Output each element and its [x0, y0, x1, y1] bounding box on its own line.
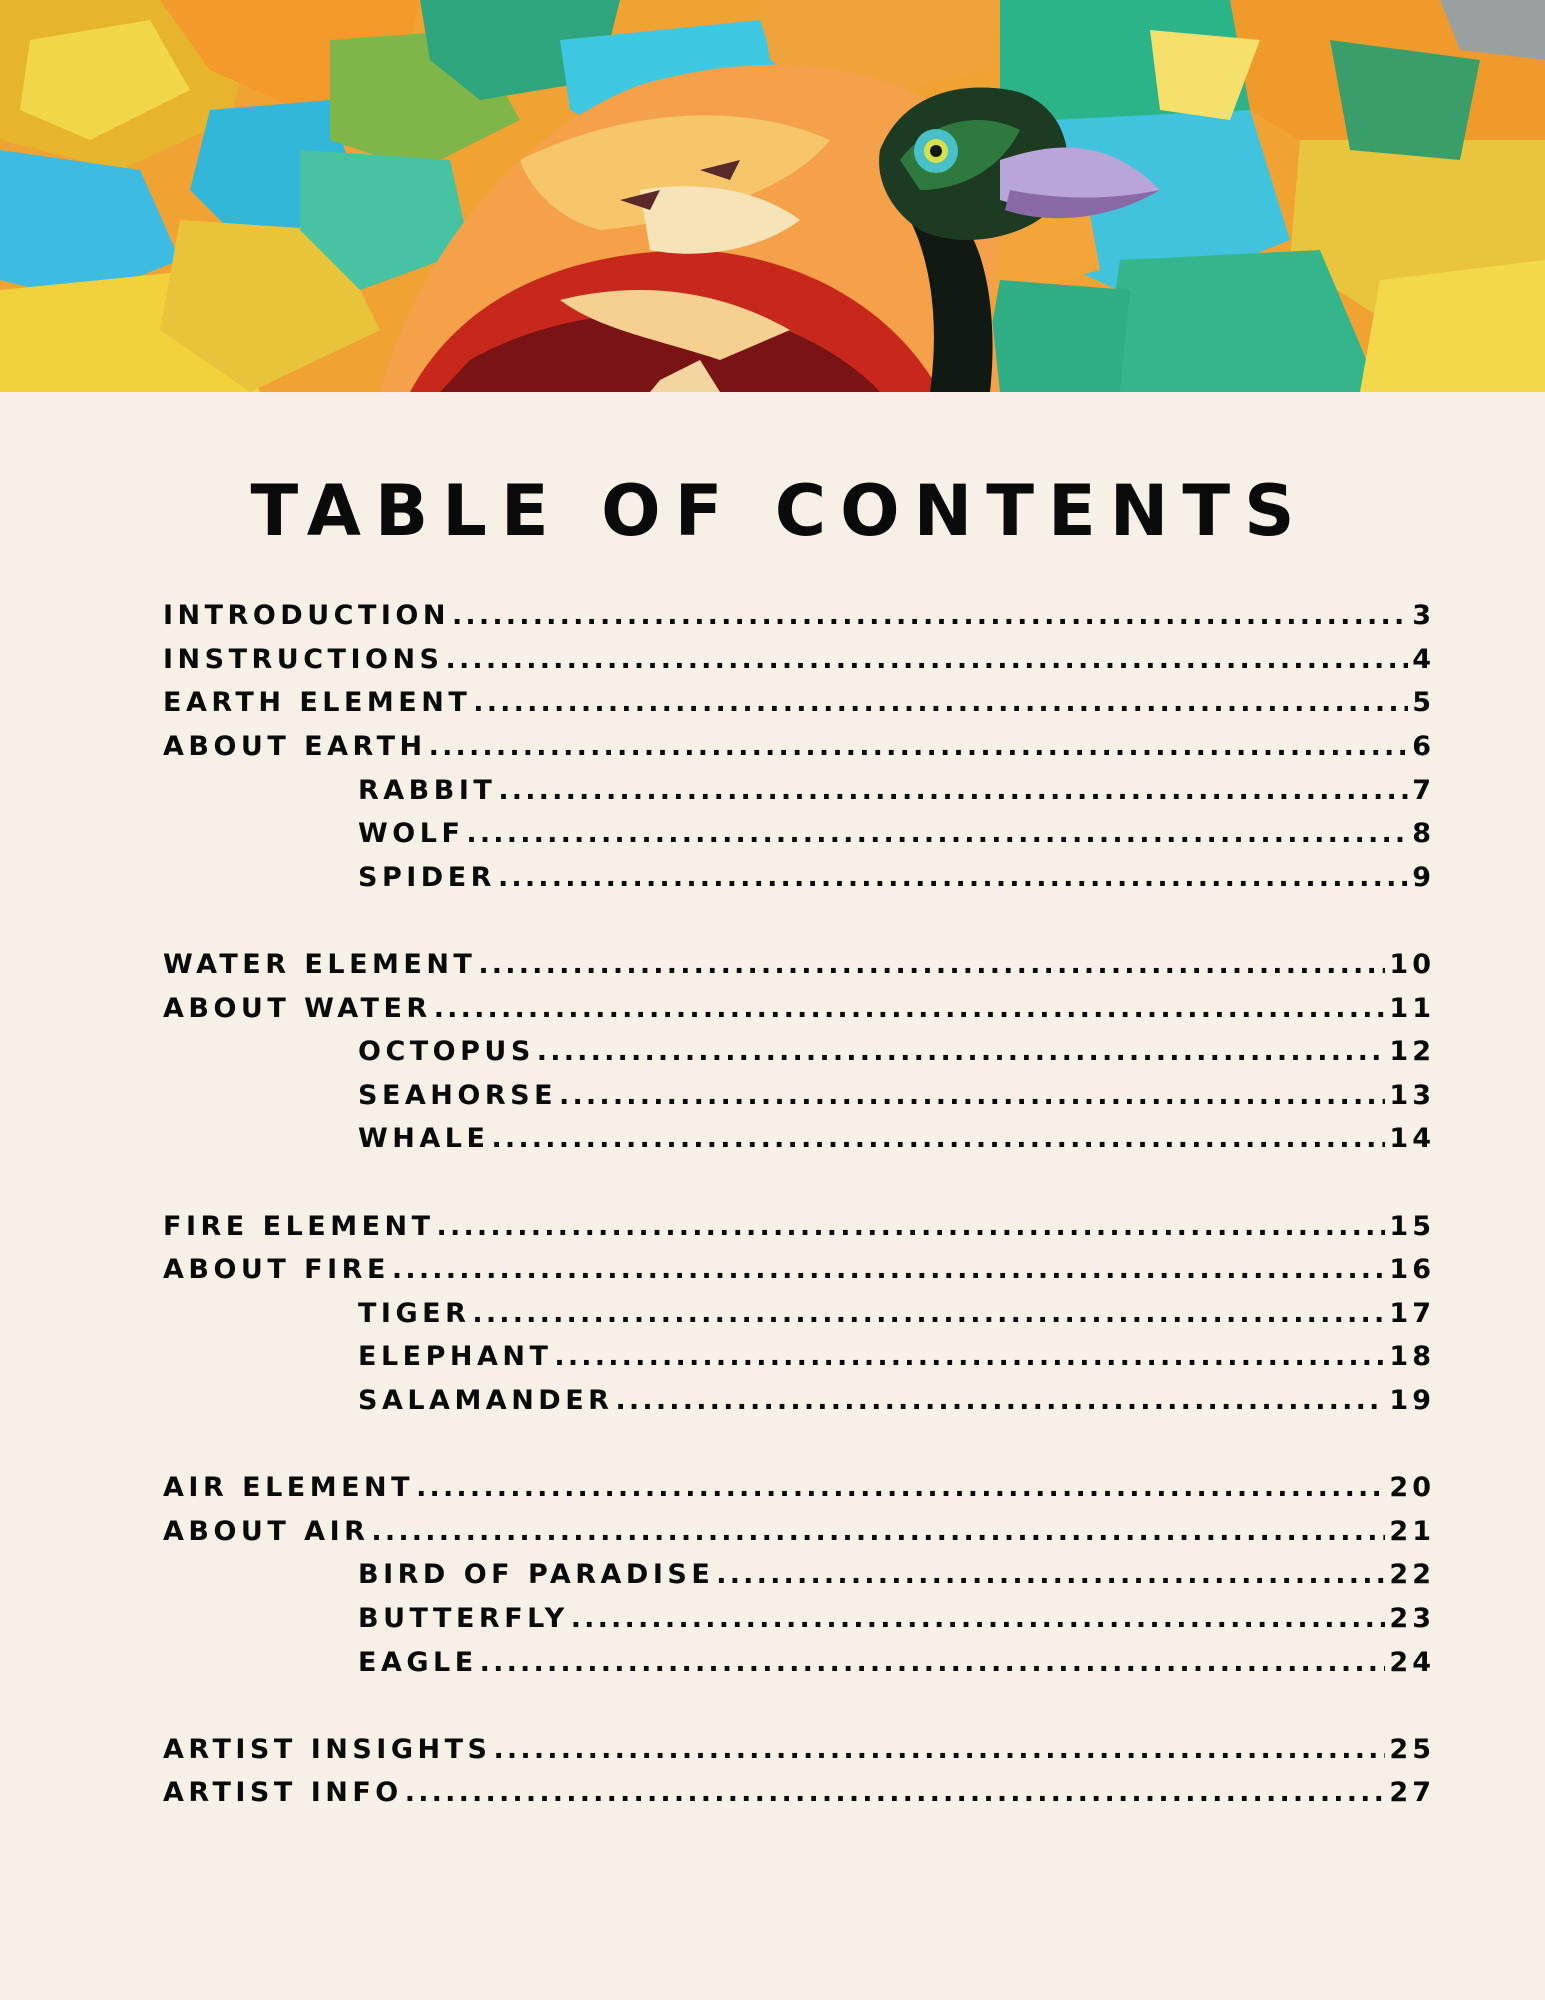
toc-entry-label: ABOUT FIRE	[163, 1254, 390, 1286]
toc-leader-dots	[716, 1559, 1385, 1590]
toc-entry-label: WHALE	[358, 1123, 490, 1155]
toc-entry-label: ABOUT WATER	[163, 992, 432, 1024]
toc-leader-dots	[392, 1254, 1386, 1285]
toc-page-number: 13	[1389, 1079, 1435, 1111]
toc-entry	[0, 594, 1545, 638]
toc-leader-dots	[554, 1341, 1385, 1372]
toc-leader-dots	[478, 949, 1385, 980]
toc-leader-dots	[452, 600, 1408, 631]
toc-page-number: 12	[1389, 1036, 1435, 1068]
toc-entry	[0, 1727, 1545, 1771]
toc-page-number: 3	[1412, 600, 1435, 632]
toc-leader-dots	[466, 818, 1408, 849]
toc-subentry	[0, 856, 1545, 900]
toc-entry	[0, 725, 1545, 769]
toc-entry	[0, 1204, 1545, 1248]
page-title: TABLE OF CONTENTS	[250, 470, 1309, 552]
toc-entry-label: SPIDER	[358, 861, 496, 893]
toc-leader-dots	[493, 1734, 1385, 1765]
toc-entry-label: EAGLE	[358, 1646, 478, 1678]
toc-page-number: 27	[1389, 1777, 1435, 1809]
toc-leader-dots	[571, 1603, 1386, 1634]
toc-page-number: 6	[1412, 731, 1435, 763]
toc-leader-dots	[615, 1385, 1385, 1416]
toc-entry-label: EARTH ELEMENT	[163, 687, 472, 719]
toc-leader-dots	[537, 1036, 1386, 1067]
toc-page-number: 10	[1389, 949, 1435, 981]
toc-page-number: 16	[1389, 1254, 1435, 1286]
toc-page-number: 9	[1412, 861, 1435, 893]
toc-leader-dots	[559, 1080, 1385, 1111]
toc-entry	[0, 986, 1545, 1030]
toc-leader-dots	[473, 687, 1408, 718]
toc-leader-dots	[429, 731, 1409, 762]
toc-leader-dots	[371, 1516, 1385, 1547]
toc-spacer	[0, 1161, 1545, 1205]
toc-leader-dots	[434, 993, 1386, 1024]
toc-entry-label: INTRODUCTION	[163, 600, 450, 632]
toc-leader-dots	[498, 775, 1408, 806]
toc-entry-label: OCTOPUS	[358, 1036, 535, 1068]
toc-page-number: 25	[1389, 1733, 1435, 1765]
toc-page-number: 11	[1389, 992, 1435, 1024]
toc-page-number: 4	[1412, 643, 1435, 675]
toc-leader-dots	[416, 1472, 1385, 1503]
toc-subentry	[0, 1117, 1545, 1161]
toc-subentry	[0, 812, 1545, 856]
toc-entry	[0, 1248, 1545, 1292]
toc-leader-dots	[405, 1777, 1386, 1808]
toc-entry	[0, 638, 1545, 682]
toc-leader-dots	[472, 1298, 1385, 1329]
toc-spacer	[0, 1422, 1545, 1466]
table-of-contents	[0, 594, 1545, 1815]
toc-leader-dots	[446, 644, 1409, 675]
toc-subentry	[0, 1030, 1545, 1074]
toc-spacer	[0, 1684, 1545, 1728]
toc-page-number: 5	[1412, 687, 1435, 719]
toc-page-number: 19	[1389, 1384, 1435, 1416]
toc-spacer	[0, 899, 1545, 943]
toc-entry-label: BUTTERFLY	[358, 1602, 569, 1634]
toc-subentry	[0, 768, 1545, 812]
toc-entry-label: WOLF	[358, 818, 465, 850]
toc-page-number: 18	[1389, 1341, 1435, 1373]
toc-subentry	[0, 1640, 1545, 1684]
toc-page-number: 24	[1389, 1646, 1435, 1678]
toc-entry	[0, 1771, 1545, 1815]
toc-entry-label: RABBIT	[358, 774, 497, 806]
toc-entry-label: ARTIST INFO	[163, 1777, 403, 1809]
toc-page-number: 7	[1412, 774, 1435, 806]
toc-page-number: 23	[1389, 1602, 1435, 1634]
toc-entry-label: WATER ELEMENT	[163, 949, 477, 981]
toc-subentry	[0, 1553, 1545, 1597]
toc-leader-dots	[491, 1123, 1385, 1154]
toc-subentry	[0, 1074, 1545, 1118]
banner-painting	[0, 0, 1545, 392]
toc-entry-label: BIRD OF PARADISE	[358, 1559, 715, 1591]
toc-subentry	[0, 1292, 1545, 1336]
toc-entry-label: ABOUT EARTH	[163, 731, 427, 763]
toc-entry	[0, 1509, 1545, 1553]
toc-entry-label: AIR ELEMENT	[163, 1472, 415, 1504]
toc-page-number: 21	[1389, 1515, 1435, 1547]
toc-page-number: 17	[1389, 1297, 1435, 1329]
toc-entry-label: ARTIST INSIGHTS	[163, 1733, 492, 1765]
toc-page-number: 15	[1389, 1210, 1435, 1242]
toc-leader-dots	[498, 862, 1408, 893]
toc-leader-dots	[437, 1211, 1386, 1242]
toc-entry-label: SEAHORSE	[358, 1079, 558, 1111]
toc-entry-label: FIRE ELEMENT	[163, 1210, 435, 1242]
toc-entry	[0, 943, 1545, 987]
toc-entry-label: SALAMANDER	[358, 1384, 614, 1416]
bird-painting-icon	[0, 0, 1545, 392]
toc-page-number: 14	[1389, 1123, 1435, 1155]
toc-entry	[0, 681, 1545, 725]
toc-page-number: 20	[1389, 1472, 1435, 1504]
toc-entry	[0, 1466, 1545, 1510]
toc-entry-label: INSTRUCTIONS	[163, 643, 444, 675]
toc-page-number: 8	[1412, 818, 1435, 850]
toc-subentry	[0, 1379, 1545, 1423]
toc-entry-label: ELEPHANT	[358, 1341, 553, 1373]
toc-entry-label: ABOUT AIR	[163, 1515, 370, 1547]
toc-leader-dots	[480, 1647, 1386, 1678]
toc-entry-label: TIGER	[358, 1297, 471, 1329]
toc-page-number: 22	[1389, 1559, 1435, 1591]
toc-subentry	[0, 1597, 1545, 1641]
toc-subentry	[0, 1335, 1545, 1379]
